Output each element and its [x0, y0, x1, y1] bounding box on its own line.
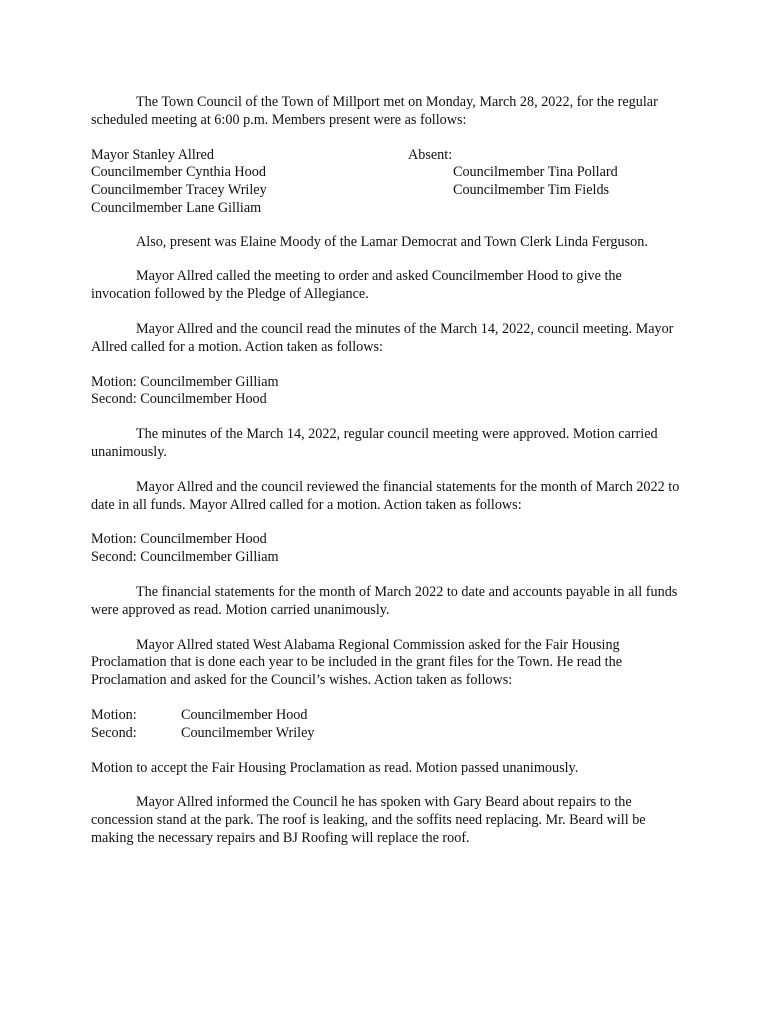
motion-label: Motion: [91, 706, 137, 723]
present-member: Mayor Stanley Allred [91, 146, 214, 163]
present-member: Councilmember Tracey Wriley [91, 182, 267, 199]
intro-paragraph: The Town Council of the Town of Millport met on Monday, March 28, 2022, for the regular scheduled meeting at 6:00 p.m. Members present were as follows: [91, 94, 658, 128]
present-member: Councilmember Lane Gilliam [91, 199, 262, 216]
financial-approved-paragraph: The financial statements for the month of March 2022 to date and accounts payable in all funds were approved as read. Motion carried unanimously. [91, 583, 678, 618]
also-present-paragraph: Also, present was Elaine Moody of the Lamar Democrat and Town Clerk Linda Ferguson. [136, 233, 648, 250]
fair-housing-result-paragraph: Motion to accept the Fair Housing Proclamation as read. Motion passed unanimously. [91, 759, 579, 776]
second-line: Second: Councilmember Hood [91, 391, 267, 408]
absent-member: Councilmember Tina Pollard [453, 164, 618, 181]
call-to-order-paragraph: Mayor Allred called the meeting to order and asked Councilmember Hood to give the invocation followed by the Pledge of Allegiance. [91, 268, 622, 303]
fair-housing-paragraph: Mayor Allred stated West Alabama Regional Commission asked for the Fair Housing Proclamation that is done each year to be included in the grant files for the Town. He read the Proclamation and asked for the Council’s wishes. Action taken as follows: [91, 636, 622, 689]
absent-member: Councilmember Tim Fields [453, 182, 610, 199]
concession-stand-paragraph: Mayor Allred informed the Council he has spoken with Gary Beard about repairs to the concession stand at the park. The roof is leaking, and the soffits need replacing. Mr. Beard will be making the necessary repairs and BJ Roofing will replace the roof. [91, 794, 646, 846]
financial-review-paragraph: Mayor Allred and the council reviewed the financial statements for the month of March 2022 to date in all funds. Mayor Allred called for a motion. Action taken as follows: [91, 478, 680, 513]
present-members-list [91, 147, 267, 218]
present-member: Councilmember Cynthia Hood [91, 164, 266, 181]
vote-block-financial [91, 531, 681, 567]
second-label: Second: [91, 724, 137, 741]
motion-member: Councilmember Hood [181, 706, 308, 723]
minutes-read-paragraph: Mayor Allred and the council read the minutes of the March 14, 2022, council meeting. Mayor Allred called for a motion. Action taken as follows: [91, 320, 674, 355]
attendance-block [91, 147, 681, 218]
minutes-approved-paragraph: The minutes of the March 14, 2022, regular council meeting were approved. Motion carried unanimously. [91, 426, 658, 460]
second-member: Councilmember Wriley [181, 724, 315, 741]
vote-block-fair-housing [91, 707, 681, 743]
absent-label: Absent: [408, 146, 453, 163]
motion-line [91, 707, 681, 725]
vote-block-minutes [91, 374, 681, 410]
second-line [91, 725, 681, 743]
absent-members-list [453, 164, 618, 200]
motion-line: Motion: Councilmember Gilliam [91, 373, 279, 390]
motion-line: Motion: Councilmember Hood [91, 531, 267, 548]
minutes-page [91, 94, 681, 865]
second-line: Second: Councilmember Gilliam [91, 549, 279, 566]
